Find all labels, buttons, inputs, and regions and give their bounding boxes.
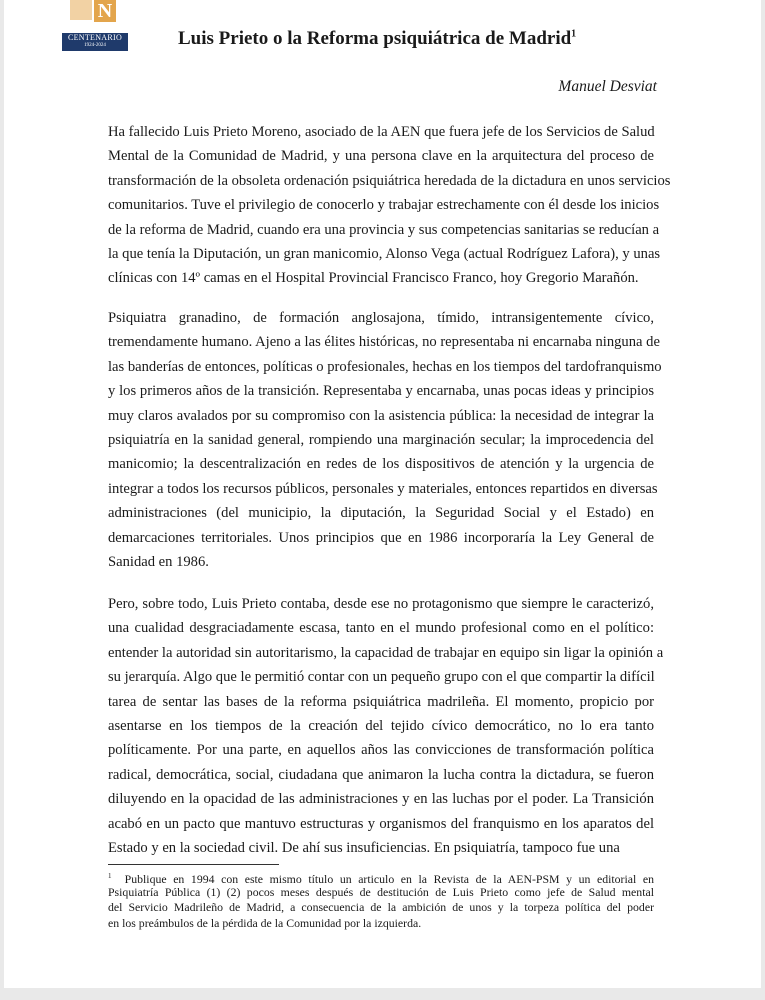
logo-letter: N xyxy=(94,0,116,22)
paragraph-3 xyxy=(108,592,664,860)
paragraph-line: las banderías de entonces, políticas o profesionales, hechas en los tiempos del tardofranquismo xyxy=(108,358,662,375)
paragraph-2 xyxy=(108,306,662,574)
paragraph-line: psiquiatría en la sanidad general, rompiendo una marginación secular; la improcedencia del xyxy=(108,431,654,448)
footnote xyxy=(108,869,654,931)
paragraph-line: de la reforma de Madrid, cuando era una provincia y sus competencias sanitarias se reducían a xyxy=(108,221,660,238)
page-title xyxy=(178,28,576,50)
paragraph-line: Ha fallecido Luis Prieto Moreno, asociado de la AEN que fuera jefe de los Servicios de Salud xyxy=(108,124,655,140)
paragraph-line: radical, democrática, social, ciudadana que animaron la lucha contra la dictadura, se fueron xyxy=(108,766,654,783)
paragraph-line: integrar a todos los recursos públicos, personales y materiales, entonces repartidos en diversas xyxy=(108,480,658,497)
paragraph-line: muy claros avalados por su compromiso con la asistencia pública: la necesidad de integrar la xyxy=(108,407,654,424)
paragraph-line: su jerarquía. Algo que le permitió contar con un pequeño grupo con el que compartir la difícil xyxy=(108,669,655,686)
footnote-line: en los preámbulos de la pérdida de la Comunidad por la izquierda. xyxy=(108,915,422,930)
footnote-separator xyxy=(108,864,279,865)
paragraph-line: Mental de la Comunidad de Madrid, y una persona clave en la arquitectura del proceso de xyxy=(108,148,654,165)
paragraph-line: Sanidad en 1986. xyxy=(108,553,209,570)
paragraph-line: manicomio; la descentralización en redes de los dispositivos de atención y la urgencia de xyxy=(108,456,654,473)
document-page xyxy=(4,0,761,988)
paragraph-line: políticamente. Por una parte, en aquellos años las convicciones de transformación política xyxy=(108,742,654,759)
footnote-line: del Servicio Madrileño de Madrid, a consecuencia de la ambición de unos y la torpeza política del poder xyxy=(108,900,654,915)
paragraph-line: diluyendo en la opacidad de las administraciones y en las luchas por el poder. La Transición xyxy=(108,791,654,808)
author: Manuel Desviat xyxy=(558,78,657,95)
paragraph-line: y los primeros años de la transición. Representaba y encarnaba, unas pocas ideas y principios xyxy=(108,383,654,400)
paragraph-line: asentarse en los tiempos de la creación del tejido cívico democrático, no lo era tanto xyxy=(108,717,654,734)
paragraph-line: tremendamente humano. Ajeno a las élites históricas, no representaba ni encarnaba ninguna de xyxy=(108,334,660,351)
paragraph-line: Psiquiatra granadino, de formación anglosajona, tímido, intransigentemente cívico, xyxy=(108,310,654,326)
centenario-badge xyxy=(62,33,128,51)
footnote-line xyxy=(108,869,654,885)
badge-years: 1924-2024 xyxy=(84,43,106,48)
footnote-line: Psiquiatría Pública (1) (2) pocos meses después de destitución de Luis Prieto como jefe de Salud mental xyxy=(108,884,654,899)
title-footnote-marker: 1 xyxy=(571,28,577,40)
footnote-text: Publique en 1994 con este mismo título un articulo en la Revista de la AEN-PSM y un editorial en xyxy=(124,871,654,886)
paragraph-line: la que tenía la Diputación, un gran manicomio, Alonso Vega (actual Rodríguez Lafora), y unas xyxy=(108,245,661,262)
paragraph-line: comunitarios. Tuve el privilegio de conocerlo y trabajar estrechamente con él desde los inicios xyxy=(108,197,660,214)
title-text: Luis Prieto o la Reforma psiquiátrica de Madrid xyxy=(178,28,572,49)
logo-square xyxy=(70,0,92,20)
paragraph-1 xyxy=(108,120,671,291)
paragraph-line: una cualidad desgraciadamente escasa, tanto en el mundo profesional como en el político: xyxy=(108,620,654,637)
paragraph-line: administraciones (del municipio, la diputación, la Seguridad Social y el Estado) en xyxy=(108,505,654,522)
badge-title: CENTENARIO xyxy=(67,33,123,42)
paragraph-line: acabó en un pacto que mantuvo estructuras y organismos del franquismo en los aparatos del xyxy=(108,815,654,832)
paragraph-line: tarea de sentar las bases de la reforma psiquiátrica madrileña. El momento, propicio por xyxy=(108,693,654,710)
journal-logo xyxy=(62,0,128,26)
footnote-marker: 1 xyxy=(108,872,112,880)
paragraph-line: clínicas con 14º camas en el Hospital Provincial Francisco Franco, hoy Gregorio Marañón. xyxy=(108,270,639,287)
paragraph-line: entender la autoridad sin autoritarismo, la capacidad de trabajar en equipo sin ligar la opinión a xyxy=(108,644,664,661)
paragraph-line: Estado y en la sociedad civil. De ahí sus insuficiencias. En psiquiatría, tampoco fue una xyxy=(108,839,620,856)
paragraph-line: demarcaciones territoriales. Unos principios que en 1986 incorporaría la Ley General de xyxy=(108,529,654,546)
paragraph-line: Pero, sobre todo, Luis Prieto contaba, desde ese no protagonismo que siempre le caracterizó, xyxy=(108,596,654,612)
paragraph-line: transformación de la obsoleta ordenación psiquiátrica heredada de la dictadura en unos servicios xyxy=(108,172,671,189)
